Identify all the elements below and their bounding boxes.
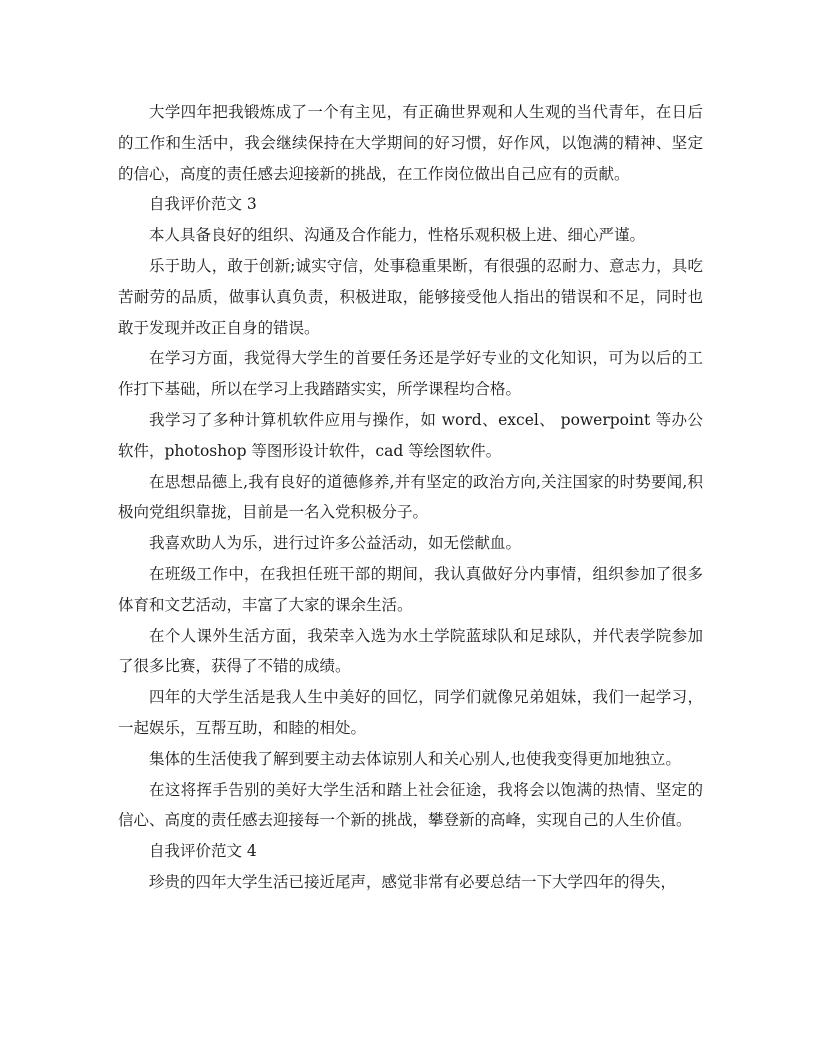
paragraph-software: 我学习了多种计算机软件应用与操作，如 word、excel、 powerpoint 等办公软件，photoshop 等图形设计软件，cad 等绘图软件。 bbox=[118, 410, 703, 460]
paragraph-character: 乐于助人，敢于创新;诚实守信，处事稳重果断，有很强的忍耐力、意志力，具吃苦耐劳的品质，做事认真负责，积极进取，能够接受他人指出的错误和不足，同时也敢于发现并改正自身的错误。 bbox=[118, 256, 703, 337]
paragraph-charity: 我喜欢助人为乐，进行过许多公益活动，如无偿献血。 bbox=[149, 534, 522, 553]
section-heading-3: 自我评价范文 3 bbox=[149, 195, 257, 214]
paragraph-farewell: 在这将挥手告别的美好大学生活和踏上社会征途，我将会以饱满的热情、坚定的信心、高度的责任感去迎接每一个新的挑战，攀登新的高峰，实现自己的人生价值。 bbox=[118, 780, 703, 830]
paragraph-collective: 集体的生活使我了解到要主动去体谅别人和关心别人,也使我变得更加地独立。 bbox=[149, 749, 681, 768]
paragraph-extracurricular: 在个人课外生活方面，我荣幸入选为水土学院蓝球队和足球队，并代表学院参加了很多比赛，获得了不错的成绩。 bbox=[118, 626, 703, 676]
paragraph-memories: 四年的大学生活是我人生中美好的回忆，同学们就像兄弟姐妹，我们一起学习，一起娱乐，互帮互助，和睦的相处。 bbox=[118, 688, 703, 737]
paragraph-conclusion: 大学四年把我锻炼成了一个有主见，有正确世界观和人生观的当代青年，在日后的工作和生活中，我会继续保持在大学期间的好习惯，好作风，以饱满的精神、坚定的信心，高度的责任感去迎接新的挑战，在工作岗位做出自己应有的贡献。 bbox=[118, 103, 703, 183]
document-body bbox=[118, 97, 703, 898]
paragraph-abilities: 本人具备良好的组织、沟通及合作能力，性格乐观积极上进、细心严谨。 bbox=[149, 226, 646, 245]
section-heading-4: 自我评价范文 4 bbox=[149, 842, 257, 861]
paragraph-class-work: 在班级工作中，在我担任班干部的期间，我认真做好分内事情，组织参加了很多体育和文艺活动，丰富了大家的课余生活。 bbox=[118, 564, 703, 614]
paragraph-summary-intro: 珍贵的四年大学生活已接近尾声，感觉非常有必要总结一下大学四年的得失， bbox=[149, 872, 677, 891]
paragraph-study: 在学习方面，我觉得大学生的首要任务还是学好专业的文化知识，可为以后的工作打下基础，所以在学习上我踏踏实实，所学课程均合格。 bbox=[118, 349, 703, 399]
paragraph-morality: 在思想品德上,我有良好的道德修养,并有坚定的政治方向,关注国家的时势要闻,积极向党组织靠拢，目前是一名入党积极分子。 bbox=[118, 472, 703, 522]
